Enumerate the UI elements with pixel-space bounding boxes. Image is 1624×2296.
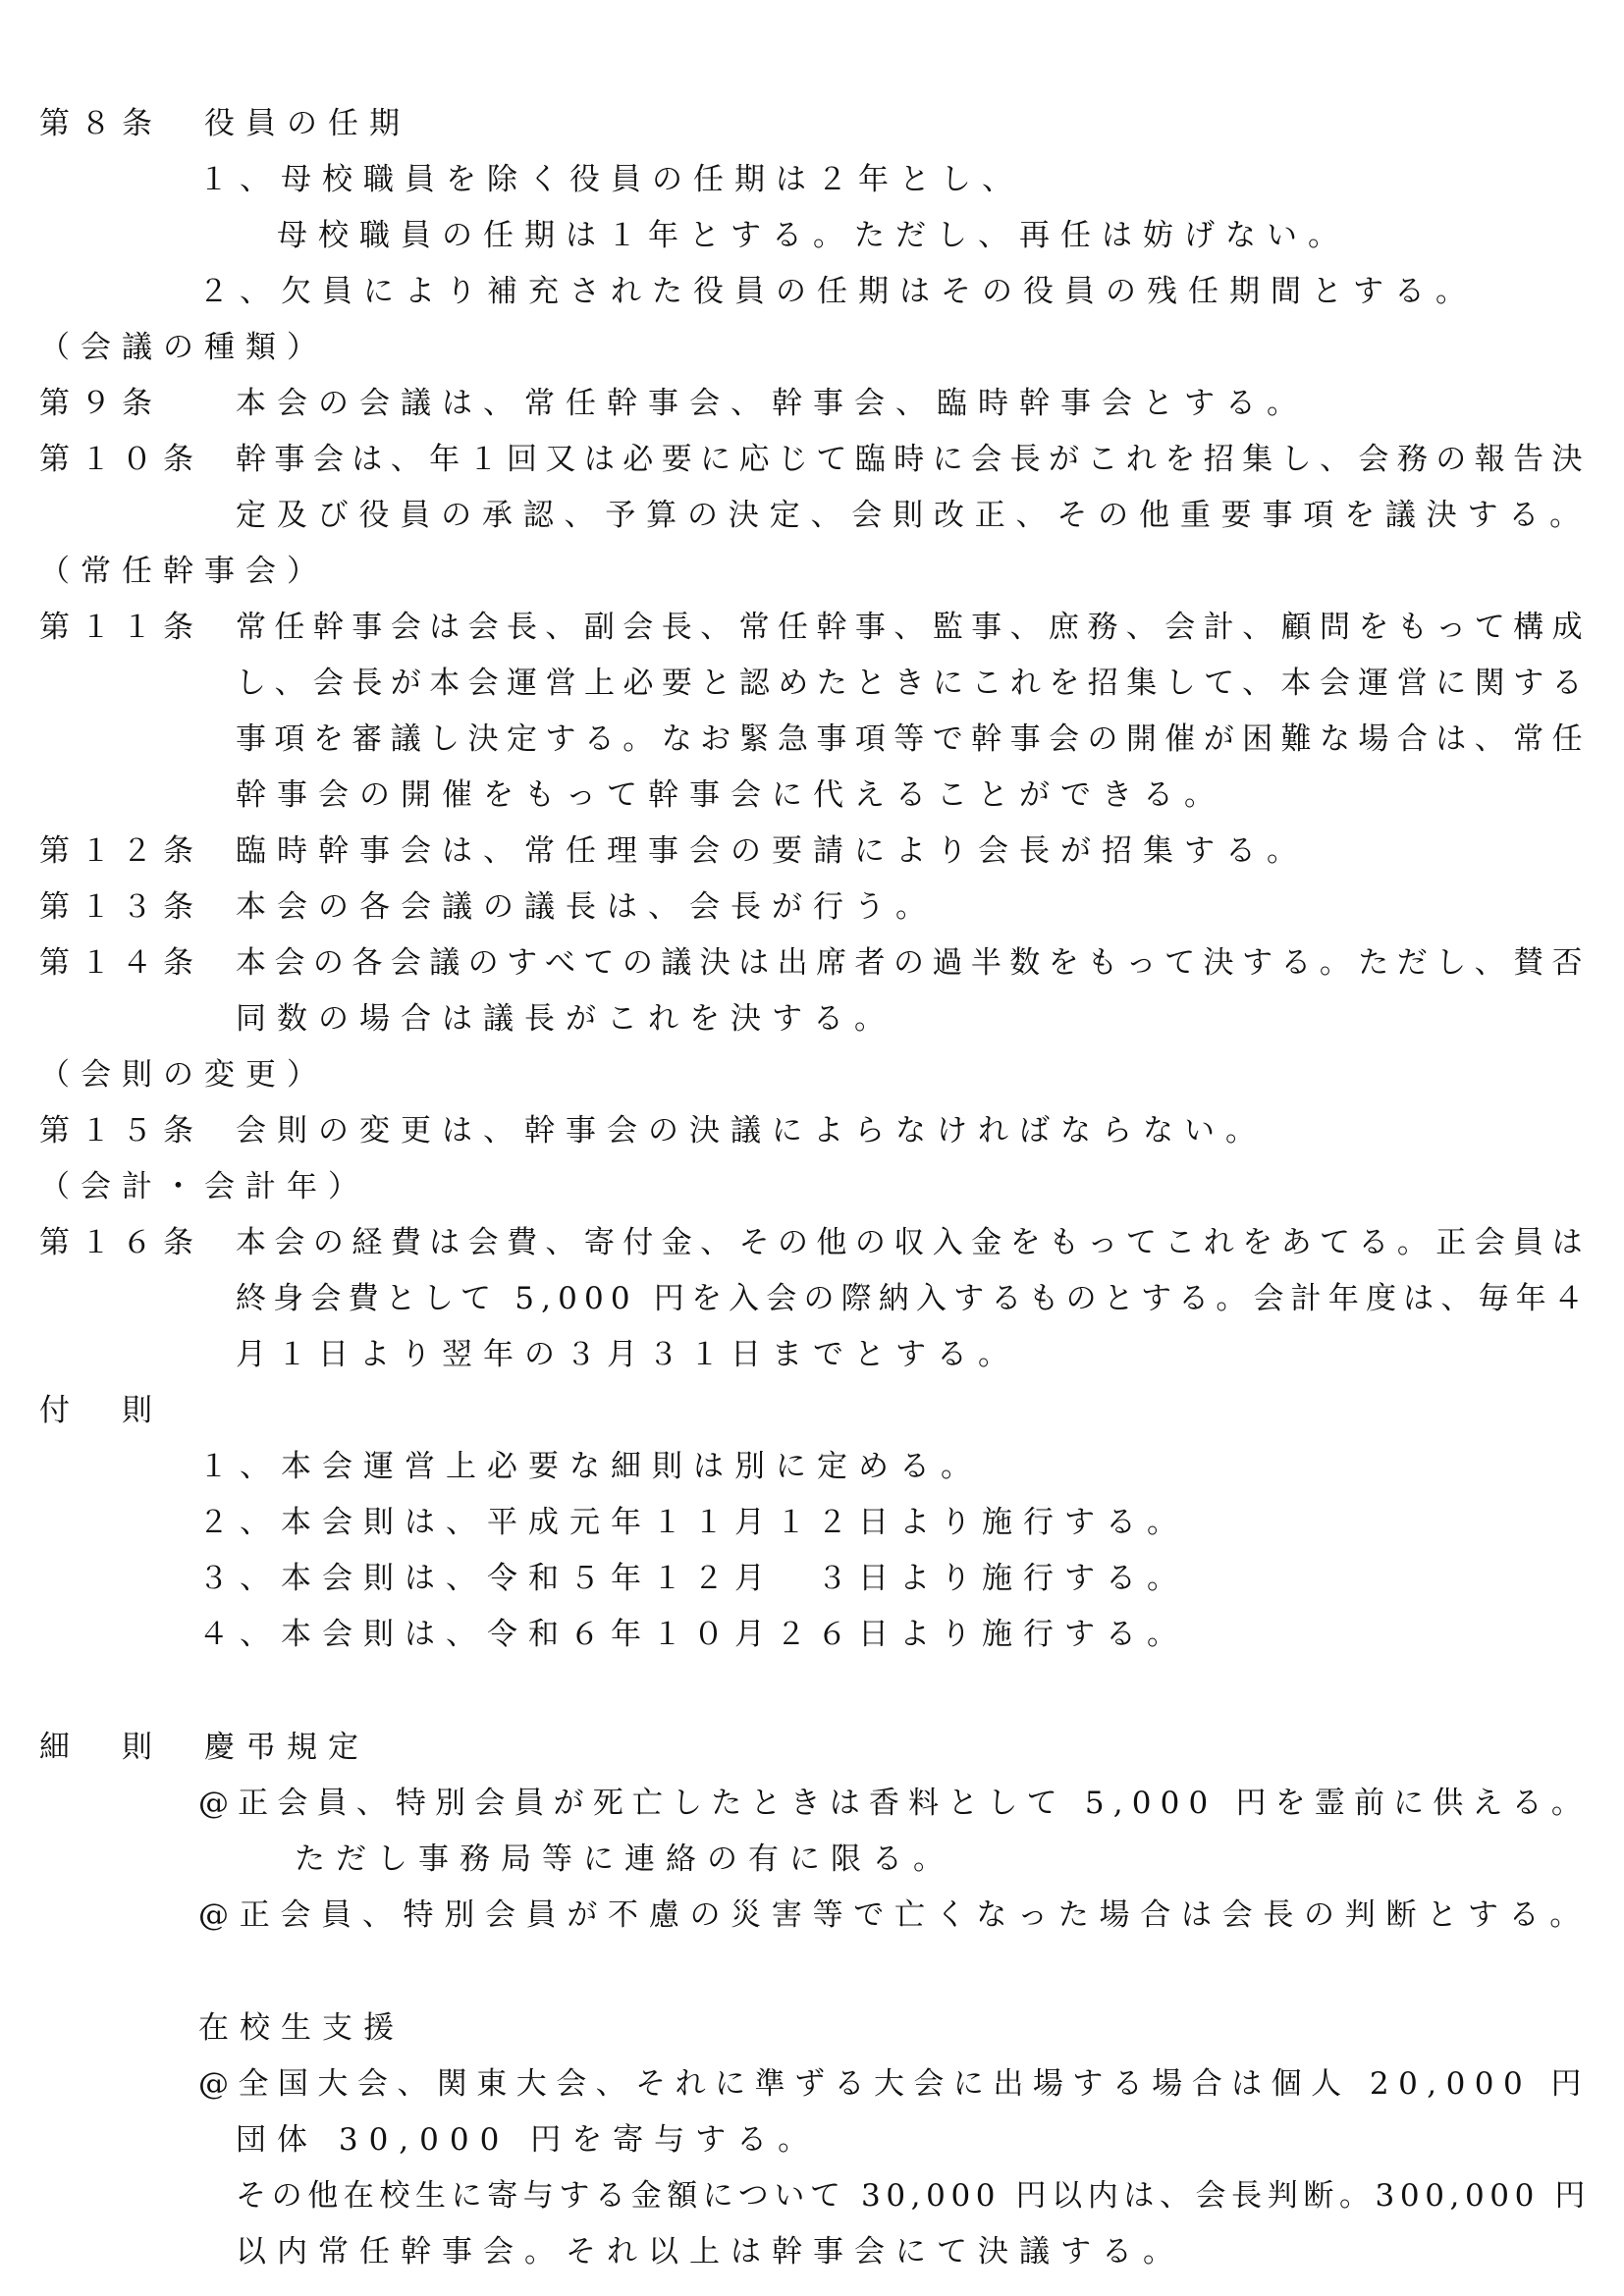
text-line: @正会員、特別会員が不慮の災害等で亡くなった場合は会長の判断とする。	[198, 1897, 1591, 1933]
text-line: （会議の種類）	[39, 330, 328, 365]
text-line: その他在校生に寄与する金額について 30,000 円以内は、会長判断。300,000 円	[236, 2178, 1591, 2214]
text-line: 在校生支援	[198, 2010, 405, 2046]
text-line: 細 則 慶弔規定	[39, 1730, 369, 1765]
text-line: 同数の場合は議長がこれを決する。	[236, 1001, 895, 1037]
text-line: 臨時幹事会は、常任理事会の要請により会長が招集する。	[236, 833, 1308, 869]
text-line: 第１３条	[39, 889, 204, 925]
text-line: 幹事会は、年１回又は必要に応じて臨時に会長がこれを招集し、会務の報告決	[236, 442, 1591, 477]
text-line: ２、本会則は、平成元年１１月１２日より施行する。	[198, 1505, 1188, 1540]
text-line: 常任幹事会は会長、副会長、常任幹事、監事、庶務、会計、顧問をもって構成	[236, 610, 1591, 645]
text-line: 本会の経費は会費、寄付金、その他の収入金をもってこれをあてる。正会員は	[236, 1225, 1591, 1260]
text-line: 付 則	[39, 1393, 163, 1428]
text-line: 団体 30,000 円を寄与する。	[236, 2122, 820, 2158]
text-line: @正会員、特別会員が死亡したときは香料として 5,000 円を霊前に供える。	[198, 1786, 1591, 1821]
text-line: １、本会運営上必要な細則は別に定める。	[198, 1449, 982, 1484]
text-line: ３、本会則は、令和５年１２月 ３日より施行する。	[198, 1561, 1188, 1596]
text-line: @全国大会、関東大会、それに準ずる大会に出場する場合は個人 20,000 円	[198, 2066, 1591, 2102]
text-line: ２、欠員により補充された役員の任期はその役員の残任期間とする。	[198, 274, 1477, 309]
text-line: 第１５条	[39, 1113, 204, 1148]
text-line: （会則の変更）	[39, 1057, 328, 1093]
text-line: 第１４条	[39, 945, 204, 981]
text-line: ただし事務局等に連絡の有に限る。	[295, 1842, 954, 1877]
text-line: 会則の変更は、幹事会の決議によらなければならない。	[236, 1113, 1267, 1148]
text-line: （常任幹事会）	[39, 554, 328, 589]
text-line: 以内常任幹事会。それ以上は幹事会にて決議する。	[236, 2234, 1184, 2269]
text-line: 月１日より翌年の３月３１日までとする。	[236, 1337, 1019, 1372]
text-line: 第１０条	[39, 442, 204, 477]
text-line: 本会の各会議のすべての議決は出席者の過半数をもって決する。ただし、賛否	[236, 945, 1591, 981]
text-line: 第１６条	[39, 1225, 204, 1260]
text-line: 第９条	[39, 386, 163, 421]
text-line: 本会の会議は、常任幹事会、幹事会、臨時幹事会とする。	[236, 386, 1308, 421]
text-line: 幹事会の開催をもって幹事会に代えることができる。	[236, 777, 1225, 813]
text-line: 本会の各会議の議長は、会長が行う。	[236, 889, 937, 925]
text-line: し、会長が本会運営上必要と認めたときにこれを招集して、本会運営に関する	[236, 666, 1591, 701]
text-line: 定及び役員の承認、予算の決定、会則改正、その他重要事項を議決する。	[236, 498, 1591, 533]
text-line: 事項を審議し決定する。なお緊急事項等で幹事会の開催が困難な場合は、常任	[236, 721, 1591, 757]
text-line: 第８条 役員の任期	[39, 106, 410, 141]
text-line: １、母校職員を除く役員の任期は２年とし、	[198, 162, 1023, 197]
text-line: 第１１条	[39, 610, 204, 645]
text-line: ４、本会則は、令和６年１０月２６日より施行する。	[198, 1617, 1188, 1652]
text-line: 第１２条	[39, 833, 204, 869]
text-line: 終身会費として 5,000 円を入会の際納入するものとする。会計年度は、毎年４	[236, 1281, 1591, 1316]
text-line: （会計・会計年）	[39, 1169, 369, 1204]
text-line: 母校職員の任期は１年とする。ただし、再任は妨げない。	[277, 218, 1349, 253]
